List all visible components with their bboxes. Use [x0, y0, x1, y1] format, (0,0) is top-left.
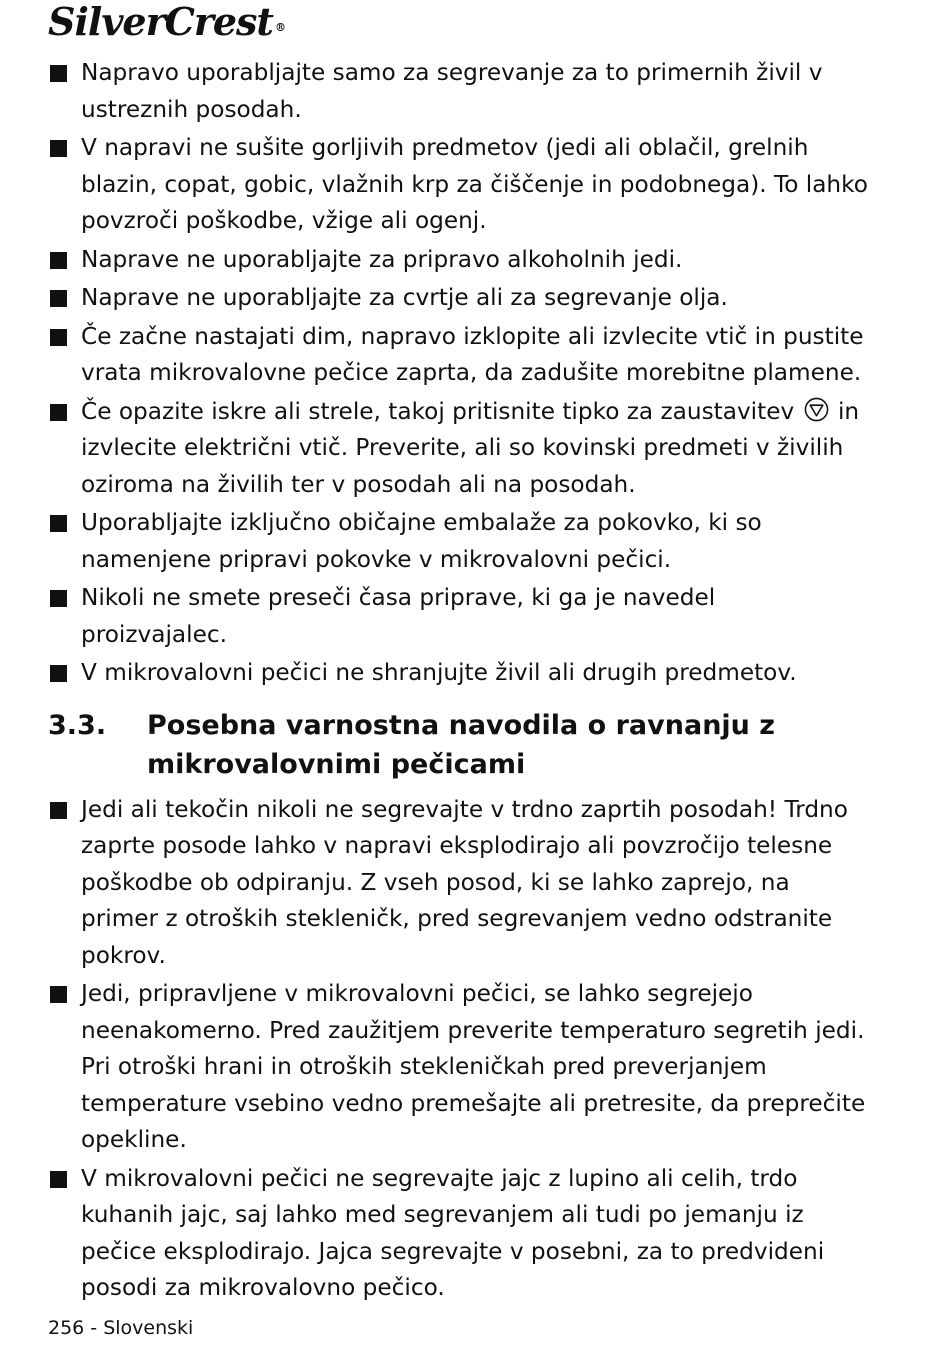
list-item-text: Naprave ne uporabljajte za cvrtje ali za segrevanje olja.	[81, 284, 728, 311]
list-item	[48, 130, 868, 240]
list-item	[48, 319, 868, 392]
list-item	[48, 580, 868, 653]
list-item	[48, 55, 868, 128]
list-item	[48, 792, 868, 975]
page-content	[48, 55, 868, 1309]
list-item-text: Če začne nastajati dim, napravo izklopite ali izvlecite vtič in pustite vrata mikrovalovne pečice zaprta, da zadušite morebitne plamene.	[81, 322, 864, 386]
list-item-text: Napravo uporabljajte samo za segrevanje za to primernih živil v ustreznih posodah.	[81, 59, 823, 123]
bullet-square-icon	[50, 802, 67, 819]
bullet-square-icon	[50, 515, 67, 532]
section-title: Posebna varnostna navodila o ravnanju z mikrovalovnimi pečicami	[147, 709, 776, 780]
bullet-square-icon	[50, 329, 67, 346]
list-item-text: Nikoli ne smete preseči časa priprave, ki ga je navedel proizvajalec.	[81, 584, 716, 648]
list-item-text: Jedi, pripravljene v mikrovalovni pečici, se lahko segrejejo neenakomerno. Pred zaužitjem preverite temperaturo segretih jedi. Pri otroški hrani in otroških stekleničkah pred preverjanjem temperature vsebino vedno premešajte ali pretresite, da preprečite opekline.	[81, 980, 866, 1153]
bullet-square-icon	[50, 590, 67, 607]
safety-list-section	[48, 792, 868, 1307]
safety-list-top	[48, 55, 868, 692]
list-item-text: Uporabljajte izključno običajne embalaže za pokovko, ki so namenjene pripravi pokovke v mikrovalovni pečici.	[81, 509, 762, 573]
list-item-text: V mikrovalovni pečici ne shranjujte živil ali drugih predmetov.	[81, 659, 797, 686]
bullet-square-icon	[50, 986, 67, 1003]
section-heading	[48, 706, 868, 784]
list-item-spark	[48, 394, 868, 504]
brand-logo	[48, 0, 285, 44]
stop-button-icon	[804, 397, 829, 422]
bullet-square-icon	[50, 65, 67, 82]
brand-name: SilverCrest	[48, 0, 273, 44]
bullet-square-icon	[50, 665, 67, 682]
list-item-text: V mikrovalovni pečici ne segrevajte jajc z lupino ali celih, trdo kuhanih jajc, saj lahko med segrevanjem ali tudi po jemanju iz pečice eksplodirajo. Jajca segrevajte v posebni, za to predvideni posodi za mikrovalovno pečico.	[81, 1164, 825, 1301]
list-item-text: in izvlecite električni vtič. Preverite, ali so kovinski predmeti v živilih oziroma na živilih ter v posodah ali na posodah.	[81, 397, 860, 498]
bullet-square-icon	[50, 290, 67, 307]
list-item-text: V napravi ne sušite gorljivih predmetov (jedi ali oblačil, grelnih blazin, copat, gobic, vlažnih krp za čiščenje in podobnega). To lahko povzroči poškodbe, vžige ali ogenj.	[81, 134, 868, 234]
list-item	[48, 505, 868, 578]
list-item-text: Jedi ali tekočin nikoli ne segrevajte v trdno zaprtih posodah! Trdno zaprte posode lahko v napravi eksplodirajo ali povzročijo telesne poškodbe ob odpiranju. Z vseh posod, ki se lahko zaprejo, na primer z otroških stekleničk, pred segrevanjem vedno odstranite pokrov.	[81, 795, 848, 969]
bullet-square-icon	[50, 1171, 67, 1188]
list-item-text: Če opazite iskre ali strele, takoj pritisnite tipko za zaustavitev	[81, 397, 795, 425]
registered-mark: ®	[274, 21, 285, 34]
list-item-text: Naprave ne uporabljajte za pripravo alkoholnih jedi.	[81, 245, 683, 273]
list-item	[48, 655, 868, 692]
section-number: 3.3.	[48, 709, 107, 741]
bullet-square-icon	[50, 404, 67, 421]
list-item	[48, 976, 868, 1159]
page-footer: 256 - Slovenski	[48, 1317, 194, 1339]
list-item	[48, 242, 868, 279]
bullet-square-icon	[50, 252, 67, 269]
list-item	[48, 280, 868, 317]
bullet-square-icon	[50, 140, 67, 157]
list-item	[48, 1161, 868, 1307]
